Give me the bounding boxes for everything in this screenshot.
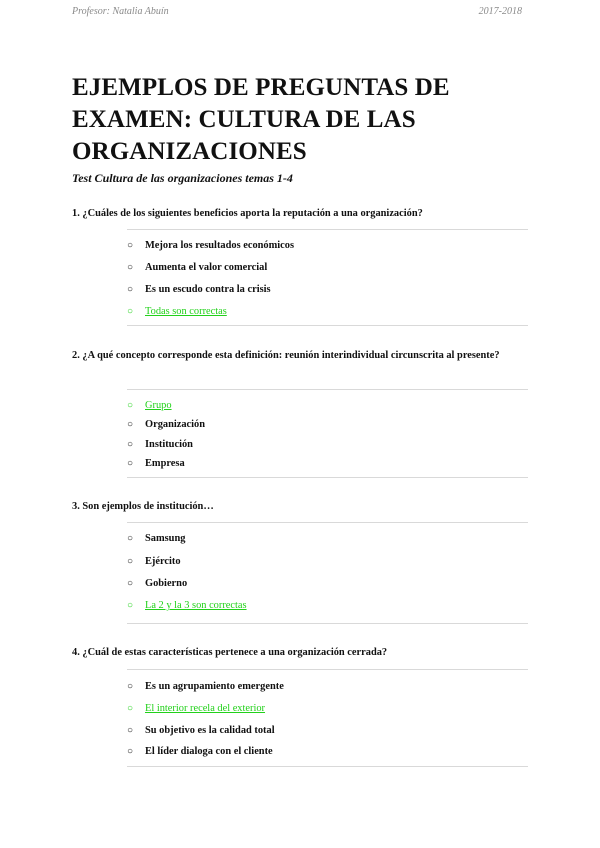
option-q1-b[interactable]: ○ Aumenta el valor comercial [127, 262, 268, 273]
option-q1-d-correct[interactable]: ○ Todas son correctas [127, 306, 227, 317]
option-q1-c[interactable]: ○ Es un escudo contra la crisis [127, 284, 271, 295]
option-q4-b-correct[interactable]: ○ El interior recela del exterior [127, 703, 266, 714]
circle-bullet-icon: ○ [127, 306, 134, 317]
circle-bullet-icon: ○ [127, 533, 134, 544]
circle-bullet-icon: ○ [127, 419, 134, 430]
option-q2-c[interactable]: ○ Institución [127, 439, 193, 450]
header-year: 2017-2018 [478, 6, 522, 17]
option-q4-c[interactable]: ○ Su objetivo es la calidad total [127, 725, 275, 736]
circle-bullet-icon: ○ [127, 240, 134, 251]
circle-bullet-icon: ○ [127, 439, 134, 450]
option-q2-a-correct[interactable]: ○ Grupo [127, 400, 172, 411]
divider [127, 623, 528, 624]
circle-bullet-icon: ○ [127, 725, 134, 736]
page-header [72, 6, 522, 20]
option-q4-d[interactable]: ○ El líder dialoga con el cliente [127, 746, 273, 757]
circle-bullet-icon: ○ [127, 458, 134, 469]
option-q2-d[interactable]: ○ Empresa [127, 458, 185, 469]
circle-bullet-icon: ○ [127, 578, 134, 589]
option-q3-c[interactable]: ○ Gobierno [127, 578, 188, 589]
option-q4-a[interactable]: ○ Es un agrupamiento emergente [127, 681, 284, 692]
option-q2-b[interactable]: ○ Organización [127, 419, 206, 430]
question-2: 2. ¿A qué concepto corresponde esta definición: reunión interindividual circunscrita al presente? [72, 350, 500, 361]
divider [127, 389, 528, 390]
header-author: Profesor: Natalia Abuín [72, 6, 169, 17]
circle-bullet-icon: ○ [127, 400, 134, 411]
circle-bullet-icon: ○ [127, 284, 134, 295]
question-3: 3. Son ejemplos de institución… [72, 501, 214, 512]
option-q3-a[interactable]: ○ Samsung [127, 533, 186, 544]
divider [127, 669, 528, 670]
option-q3-b[interactable]: ○ Ejército [127, 556, 181, 567]
divider [127, 229, 528, 230]
circle-bullet-icon: ○ [127, 703, 134, 714]
question-4: 4. ¿Cuál de estas características pertenece a una organización cerrada? [72, 647, 388, 658]
circle-bullet-icon: ○ [127, 681, 134, 692]
page-title: EJEMPLOS DE PREGUNTAS DE EXAMEN: CULTURA DE LAS ORGANIZACIONES [72, 74, 450, 165]
circle-bullet-icon: ○ [127, 556, 134, 567]
divider [127, 522, 528, 523]
question-1: 1. ¿Cuáles de los siguientes beneficios aporta la reputación a una organización? [72, 208, 423, 219]
divider [127, 766, 528, 767]
circle-bullet-icon: ○ [127, 262, 134, 273]
option-q3-d-correct[interactable]: ○ La 2 y la 3 son correctas [127, 600, 247, 611]
circle-bullet-icon: ○ [127, 600, 134, 611]
test-subtitle: Test Cultura de las organizaciones temas 1-4 [72, 171, 293, 185]
divider [127, 477, 528, 478]
circle-bullet-icon: ○ [127, 746, 134, 757]
option-q1-a[interactable]: ○ Mejora los resultados económicos [127, 240, 295, 251]
divider [127, 325, 528, 326]
